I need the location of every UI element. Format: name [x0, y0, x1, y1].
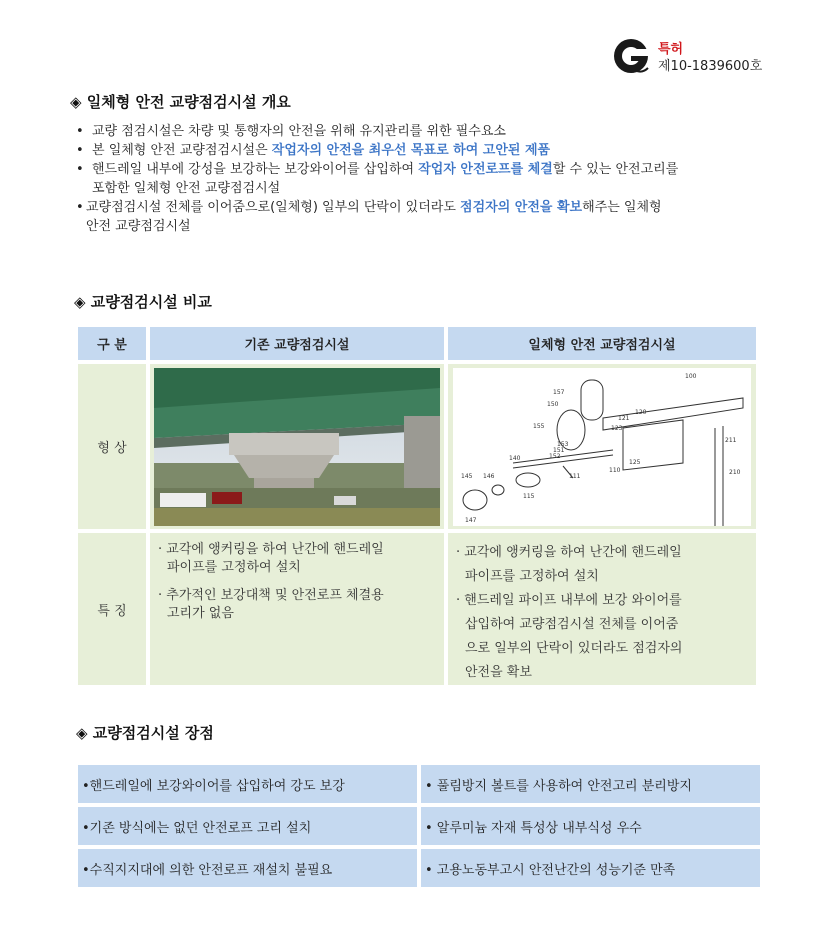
- feature-line: · 핸드레일 파이프 내부에 보강 와이어를: [456, 593, 682, 608]
- diagram-label: 153: [557, 441, 569, 448]
- diagram-label: 121: [618, 415, 630, 422]
- feature-line: 파이프를 고정하여 설치: [465, 569, 599, 584]
- existing-feature-1: · 교각에 앵커링을 하여 난간에 핸드레일 파이프를 고정하여 설치: [158, 542, 384, 575]
- diagram-label: 111: [569, 473, 581, 480]
- diagram-label: 211: [725, 437, 737, 444]
- row-label-shape: 형 상: [78, 364, 146, 529]
- diagram-label: 123: [611, 425, 623, 432]
- bridge-photo-image: [154, 368, 440, 526]
- diagram-label: 100: [685, 373, 697, 380]
- diagram-label: 120: [635, 409, 647, 416]
- overview-bullets: [76, 122, 776, 236]
- feature-line: 안전을 확보: [465, 665, 532, 680]
- compare-title: ◈ 교량점검시설 비교: [74, 293, 212, 311]
- advantage-item: • 알루미늄 자재 특성상 내부식성 우수: [421, 807, 760, 845]
- diagram-label: 150: [547, 401, 559, 408]
- diagram-label: 151: [553, 447, 565, 454]
- header-integrated: 일체형 안전 교량점검시설: [448, 327, 756, 360]
- advantage-item: •기존 방식에는 없던 안전로프 고리 설치: [78, 807, 417, 845]
- overview-bullet-4: • 교량점검시설 전체를 이어줌으로(일체형) 일부의 단락이 있더라도 점검자의 안전을 확보해주는 일체형: [76, 200, 662, 215]
- comparison-table: [74, 323, 760, 689]
- feature-line: 삽입하여 교량점검시설 전체를 이어줌: [465, 617, 679, 632]
- diagram-label: 155: [533, 423, 545, 430]
- diagram-label: 210: [729, 469, 741, 476]
- existing-features: [150, 533, 444, 685]
- row-label-features: 특 징: [78, 533, 146, 685]
- existing-photo-cell: [150, 364, 444, 529]
- overview-bullet-3-cont: 포함한 일체형 안전 교량점검시설: [92, 181, 281, 196]
- diagram-label: 125: [629, 459, 641, 466]
- existing-feature-2: · 추가적인 보강대책 및 안전로프 체결용 고리가 없음: [158, 588, 384, 621]
- diagram-label: 110: [609, 467, 621, 474]
- header-category: 구 분: [78, 327, 146, 360]
- integrated-features: [448, 533, 756, 685]
- feature-line: 으로 일부의 단락이 있더라도 점검자의: [465, 641, 683, 656]
- overview-bullet-4-cont: 안전 교량점검시설: [86, 219, 191, 234]
- diagram-label: 145: [461, 473, 473, 480]
- patent-badge: [612, 36, 782, 78]
- diagram-label: 152: [549, 453, 561, 460]
- advantage-item: • 풀림방지 볼트를 사용하여 안전고리 분리방지: [421, 765, 760, 803]
- diagram-label: 146: [483, 473, 495, 480]
- diagram-cell: [448, 364, 756, 529]
- diagram-label: 147: [465, 517, 477, 524]
- patent-diagram-image: [453, 368, 751, 526]
- advantages-table: [74, 761, 764, 891]
- patent-logo-icon: [612, 36, 652, 76]
- advantage-item: •수직지지대에 의한 안전로프 재설치 불필요: [78, 849, 417, 887]
- diagram-label: 115: [523, 493, 535, 500]
- patent-label: 특허: [658, 42, 684, 57]
- advantage-item: •핸드레일에 보강와이어를 삽입하여 강도 보강: [78, 765, 417, 803]
- overview-bullet-2: • 본 일체형 안전 교량점검시설은 작업자의 안전을 최우선 목표로 하여 고안된 제품: [76, 143, 551, 158]
- feature-line: · 교각에 앵커링을 하여 난간에 핸드레일: [456, 545, 682, 560]
- advantage-item: • 고용노동부고시 안전난간의 성능기준 만족: [421, 849, 760, 887]
- overview-bullet-1: • 교량 점검시설은 차량 및 통행자의 안전을 위해 유지관리를 위한 필수요소: [76, 124, 506, 139]
- header-existing: 기존 교량점검시설: [150, 327, 444, 360]
- patent-number: 제10-1839600호: [658, 59, 763, 74]
- overview-title: ◈ 일체형 안전 교량점검시설 개요: [70, 93, 291, 111]
- diagram-label: 140: [509, 455, 521, 462]
- diagram-label: 157: [553, 389, 565, 396]
- advantages-title: ◈ 교량점검시설 장점: [76, 724, 214, 742]
- overview-bullet-3: • 핸드레일 내부에 강성을 보강하는 보강와이어를 삽입하여 작업자 안전로프를 체결할 수 있는 안전고리를: [76, 162, 679, 177]
